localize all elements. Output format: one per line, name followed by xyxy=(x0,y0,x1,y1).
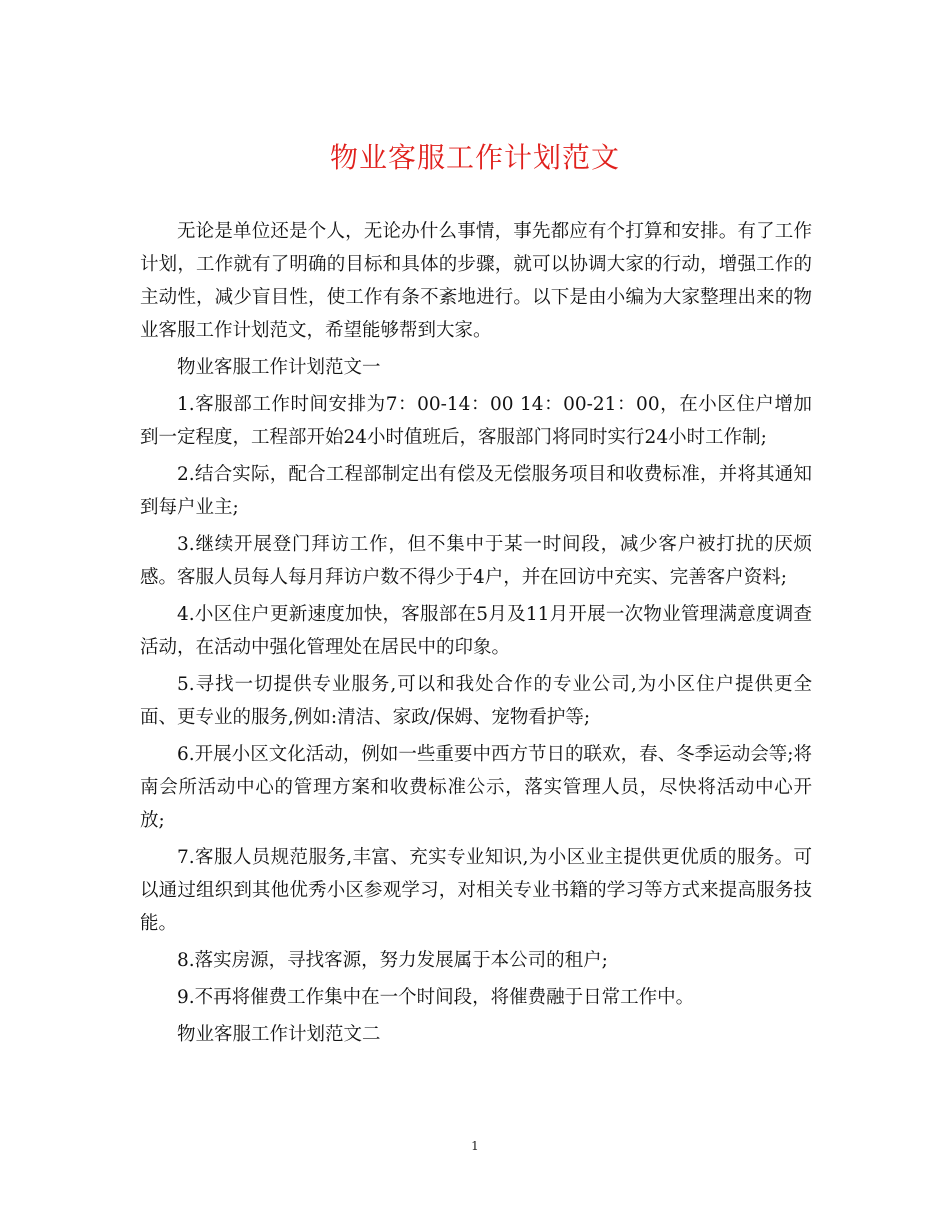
section-heading-1: 物业客服工作计划范文一 xyxy=(177,357,381,378)
page-number: 1 xyxy=(471,1139,479,1153)
document-body xyxy=(140,215,812,1051)
list-item-5: 5.寻找一切提供专业服务,可以和我处合作的专业公司,为小区住户提供更全面、更专业的服务,例如:清洁、家政/保姆、宠物看护等; xyxy=(140,674,812,728)
list-item-6: 6.开展小区文化活动，例如一些重要中西方节日的联欢，春、冬季运动会等;将南会所活动中心的管理方案和收费标准公示，落实管理人员，尽快将活动中心开放; xyxy=(140,744,812,831)
document-title: 物业客服工作计划范文 xyxy=(329,141,620,174)
list-item-2: 2.结合实际，配合工程部制定出有偿及无偿服务项目和收费标准，并将其通知到每户业主; xyxy=(140,464,812,518)
list-item-9: 9.不再将催费工作集中在一个时间段，将催费融于日常工作中。 xyxy=(177,987,695,1008)
list-item-4: 4.小区住户更新速度加快，客服部在5月及11月开展一次物业管理满意度调查活动，在活动中强化管理处在居民中的印象。 xyxy=(140,604,812,658)
section-heading-2: 物业客服工作计划范文二 xyxy=(177,1024,381,1045)
list-item-7: 7.客服人员规范服务,丰富、充实专业知识,为小区业主提供更优质的服务。可以通过组织到其他优秀小区参观学习，对相关专业书籍的学习等方式来提高服务技能。 xyxy=(140,847,812,934)
list-item-3: 3.继续开展登门拜访工作，但不集中于某一时间段，减少客户被打扰的厌烦感。客服人员每人每月拜访户数不得少于4户，并在回访中充实、完善客户资料; xyxy=(140,534,812,588)
list-item-1: 1.客服部工作时间安排为7：00-14：00 14：00-21：00，在小区住户增加到一定程度，工程部开始24小时值班后，客服部门将同时实行24小时工作制; xyxy=(140,394,812,448)
intro-paragraph: 无论是单位还是个人，无论办什么事情，事先都应有个打算和安排。有了工作计划，工作就有了明确的目标和具体的步骤，就可以协调大家的行动，增强工作的主动性，减少盲目性，使工作有条不紊地进行。以下是由小编为大家整理出来的物业客服工作计划范文，希望能够帮到大家。 xyxy=(140,221,812,341)
list-item-8: 8.落实房源，寻找客源，努力发展属于本公司的租户; xyxy=(177,950,608,971)
